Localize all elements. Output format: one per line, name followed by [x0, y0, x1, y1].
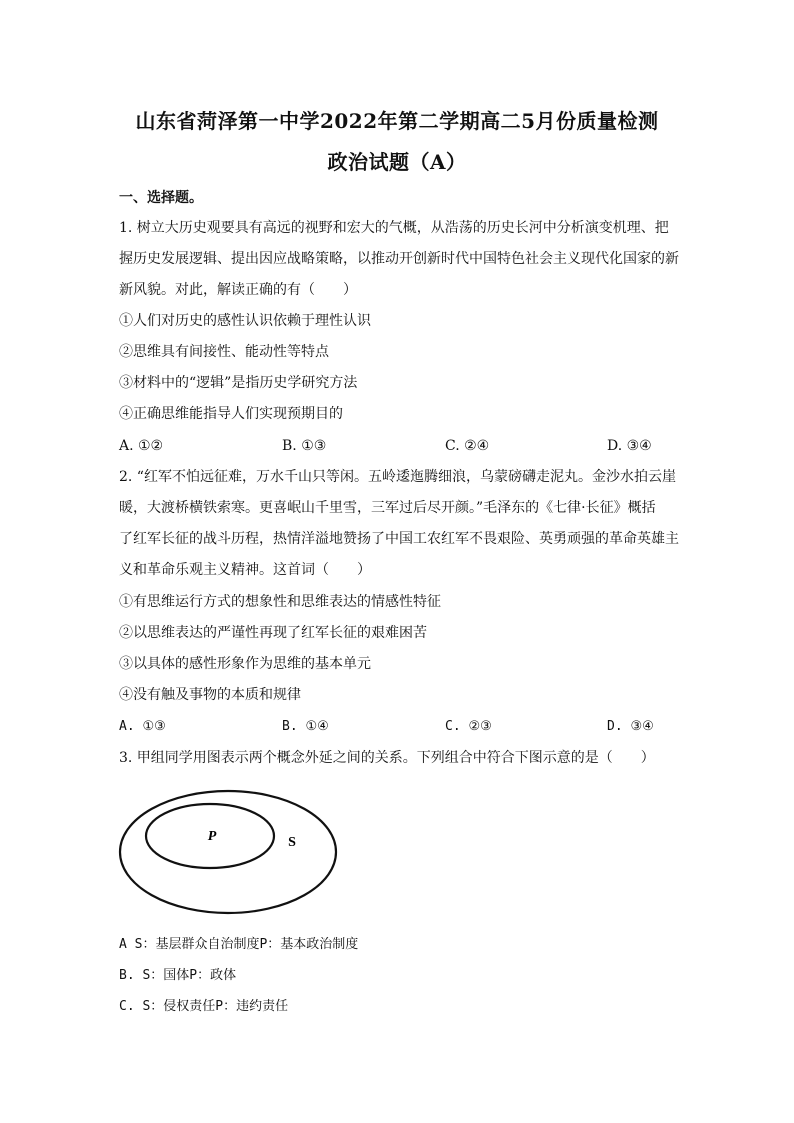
q2-statement-2: ②以思维表达的严谨性再现了红军长征的艰难困苦 [119, 625, 427, 641]
q1-option-c[interactable]: C. ②④ [445, 438, 490, 454]
q2-option-a[interactable]: A. ①③ [119, 719, 166, 734]
q2-option-c[interactable]: C. ②③ [445, 719, 492, 734]
inner-label-p: P [207, 829, 217, 844]
q2-statement-3: ③以具体的感性形象作为思维的基本单元 [119, 656, 371, 672]
q1-statement-1: ①人们对历史的感性认识依赖于理性认识 [119, 313, 371, 329]
q2-stem-line-3: 了红军长征的战斗历程，热情洋溢地赞扬了中国工农红军不畏艰险、英勇顽强的革命英雄主 [119, 531, 679, 547]
q1-option-d[interactable]: D. ③④ [607, 438, 652, 454]
q3-stem: 3. 甲组同学用图表示两个概念外延之间的关系。下列组合中符合下图示意的是（ ） [119, 750, 655, 766]
q2-statement-4: ④没有触及事物的本质和规律 [119, 687, 301, 703]
concept-diagram [116, 786, 340, 918]
exam-subtitle: 政治试题（A） [327, 150, 467, 174]
q2-statement-1: ①有思维运行方式的想象性和思维表达的情感性特征 [119, 594, 441, 610]
q2-stem-line-2: 暖，大渡桥横铁索寒。更喜岷山千里雪，三军过后尽开颜。”毛泽东的《七律·长征》概括 [119, 500, 656, 516]
q1-statement-4: ④正确思维能指导人们实现预期目的 [119, 406, 343, 422]
q3-option-b[interactable]: B. S：国体P：政体 [119, 968, 237, 983]
q2-option-b[interactable]: B. ①④ [282, 719, 329, 734]
q3-option-c[interactable]: C. S：侵权责任P：违约责任 [119, 999, 289, 1014]
section-heading: 一、选择题。 [119, 190, 203, 206]
exam-title: 山东省菏泽第一中学2022年第二学期高二5月份质量检测 [135, 109, 659, 133]
outer-ellipse-s [120, 791, 336, 913]
q1-option-b[interactable]: B. ①③ [282, 438, 327, 454]
q1-stem-line-1: 1. 树立大历史观要具有高远的视野和宏大的气概，从浩荡的历史长河中分析演变机理、把 [119, 220, 669, 236]
q1-option-a[interactable]: A. ①② [119, 438, 164, 454]
q3-option-a[interactable]: A S：基层群众自治制度P：基本政治制度 [119, 937, 359, 952]
q2-option-d[interactable]: D. ③④ [607, 719, 654, 734]
q1-stem-line-2: 握历史发展逻辑、提出因应战略策略，以推动开创新时代中国特色社会主义现代化国家的新 [119, 251, 679, 267]
q2-stem-line-4: 义和革命乐观主义精神。这首词（ ） [119, 562, 371, 578]
q2-stem-line-1: 2. “红军不怕远征难，万水千山只等闲。五岭逶迤腾细浪，乌蒙磅礴走泥丸。金沙水拍云崖 [119, 469, 676, 485]
q1-statement-2: ②思维具有间接性、能动性等特点 [119, 344, 329, 360]
q1-stem-line-3: 新风貌。对此，解读正确的有（ ） [119, 282, 357, 298]
q1-statement-3: ③材料中的“逻辑”是指历史学研究方法 [119, 375, 358, 391]
outer-label-s: S [288, 835, 296, 850]
